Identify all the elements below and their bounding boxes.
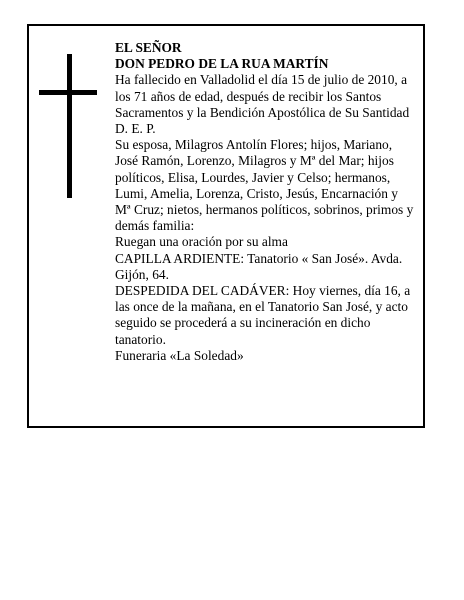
text-line: CAPILLA ARDIENTE: Tanatorio « San José». Avda. bbox=[115, 250, 403, 266]
text-line: Lumi, Amelia, Lorenza, Cristo, Jesús, Encarnación y bbox=[115, 185, 398, 201]
text-line: demás familia: bbox=[115, 218, 195, 234]
death-announcement-paragraph bbox=[115, 72, 417, 137]
funeral-home-paragraph bbox=[115, 348, 417, 364]
obituary-notice bbox=[27, 24, 425, 428]
cross-icon bbox=[39, 54, 97, 198]
text-line: Sacramentos y la Bendición Apostólica de Su Santidad bbox=[115, 104, 410, 120]
text-line: D. E. P. bbox=[115, 121, 156, 137]
text-line: políticos, Elisa, Lourdes, Javier y Celso; hermanos, bbox=[115, 169, 391, 185]
prayer-request-paragraph bbox=[115, 234, 417, 250]
deceased-name: DON PEDRO DE LA RUA MARTÍN bbox=[115, 56, 329, 72]
cross-vertical-bar bbox=[67, 54, 72, 198]
text-line: Ha fallecido en Valladolid el día 15 de julio de 2010, a bbox=[115, 72, 408, 88]
text-line: Ruegan una oración por su alma bbox=[115, 234, 288, 250]
text-line: José Ramón, Lorenzo, Milagros y Mª del Mar; hijos bbox=[115, 153, 394, 169]
notice-text bbox=[115, 40, 417, 364]
text-line: Funeraria «La Soledad» bbox=[115, 347, 244, 363]
chapel-paragraph bbox=[115, 251, 417, 283]
notice-heading: EL SEÑOR bbox=[115, 40, 182, 55]
farewell-paragraph bbox=[115, 283, 417, 348]
text-line: tanatorio. bbox=[115, 331, 166, 347]
text-line: DESPEDIDA DEL CADÁVER: Hoy viernes, día 16, a bbox=[115, 283, 411, 299]
text-line: los 71 años de edad, después de recibir los Santos bbox=[115, 88, 382, 104]
text-line: Mª Cruz; nietos, hermanos políticos, sobrinos, primos y bbox=[115, 202, 414, 218]
text-line: seguido se procederá a su incineración en dicho bbox=[115, 315, 371, 331]
text-line: Su esposa, Milagros Antolín Flores; hijos, Mariano, bbox=[115, 137, 393, 153]
text-line: las once de la mañana, en el Tanatorio San José, y acto bbox=[115, 299, 408, 315]
text-line: Gijón, 64. bbox=[115, 266, 169, 282]
family-paragraph bbox=[115, 137, 417, 234]
cross-horizontal-bar bbox=[39, 90, 97, 95]
